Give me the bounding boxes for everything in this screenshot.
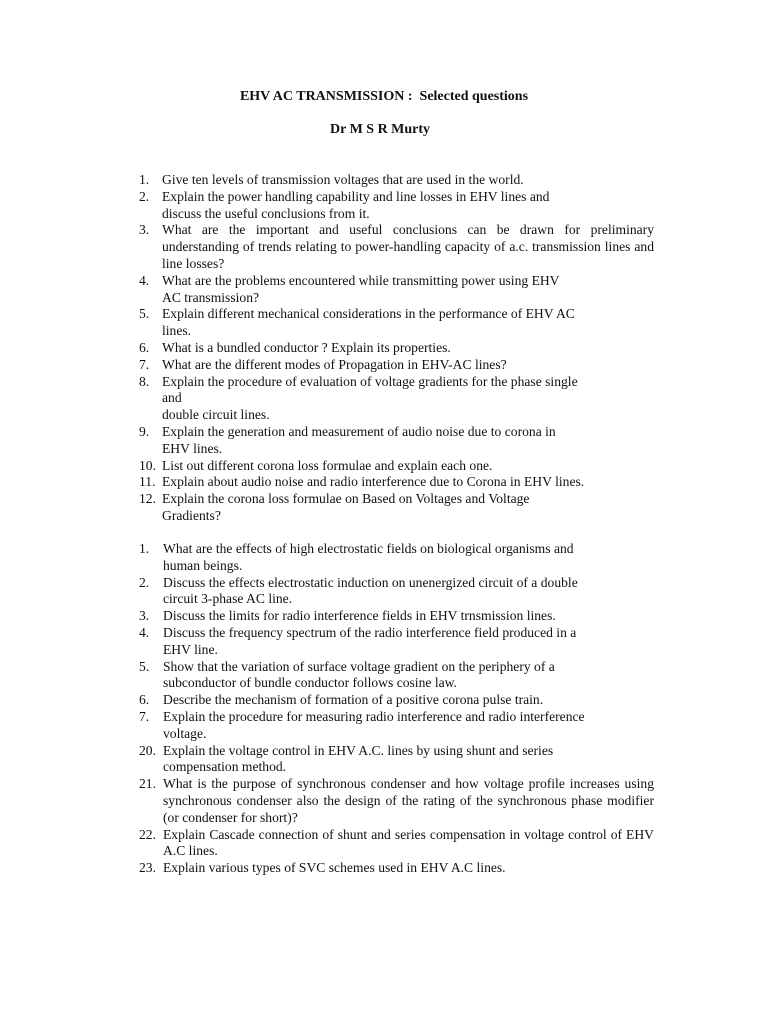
list-item (139, 743, 654, 777)
item-text: Explain the procedure for measuring radio interference and radio interference voltage. (163, 708, 585, 741)
list-item (139, 776, 654, 826)
item-number: 12. (139, 491, 156, 507)
question-list-2 (139, 541, 654, 877)
item-text: What are the problems encountered while transmitting power using EHV AC transmission? (162, 272, 560, 305)
list-item (139, 374, 654, 391)
item-text: Explain Cascade connection of shunt and series compensation in voltage control of EHV A.C lines. (163, 826, 654, 859)
item-text: Discuss the frequency spectrum of the radio interference field produced in a EHV line. (163, 624, 577, 657)
item-number: 4. (139, 624, 150, 640)
item-number: 10. (139, 457, 156, 473)
list-item (139, 692, 654, 709)
item-text: Discuss the effects electrostatic induction on unenergized circuit of a double circuit 3-phase AC line. (163, 574, 578, 607)
item-number: 5. (139, 306, 150, 322)
item-number: 2. (139, 574, 150, 590)
item-text: Explain the generation and measurement of audio noise due to corona in EHV lines. (162, 423, 556, 456)
item-text: Explain different mechanical considerations in the performance of EHV AC lines. (162, 306, 575, 339)
item-number: 1. (139, 172, 150, 187)
item-text: Give ten levels of transmission voltages that are used in the world. (162, 172, 524, 187)
item-number: 3. (139, 222, 150, 238)
document-title: EHV AC TRANSMISSION : Selected questions (239, 89, 529, 104)
list-item (139, 575, 654, 609)
item-number: 9. (139, 423, 150, 439)
list-item (139, 608, 654, 625)
list-item (139, 659, 654, 693)
list-item (139, 709, 654, 743)
item-text: Describe the mechanism of formation of a positive corona pulse train. (163, 692, 544, 708)
item-text: What is a bundled conductor ? Explain its properties. (162, 339, 451, 355)
list-item (139, 424, 654, 458)
list-item (139, 625, 654, 659)
item-text: and double circuit lines. (162, 390, 270, 423)
item-number: 6. (139, 339, 150, 355)
item-number: 2. (139, 188, 150, 204)
list-item (139, 357, 654, 374)
item-number: 6. (139, 692, 150, 708)
item-number: 22. (139, 826, 156, 842)
question-list-1 (139, 172, 654, 525)
item-number: 23. (139, 860, 156, 876)
list-item (139, 273, 654, 307)
list-item (139, 306, 654, 340)
item-text: What are the different modes of Propagation in EHV-AC lines? (162, 356, 507, 372)
list-item (139, 860, 654, 877)
item-text: Explain about audio noise and radio interference due to Corona in EHV lines. (162, 474, 585, 490)
list-item (139, 541, 654, 575)
item-number: 1. (139, 541, 150, 556)
item-number: 5. (139, 658, 150, 674)
item-text: Discuss the limits for radio interference fields in EHV trnsmission lines. (163, 608, 556, 624)
item-text: Explain the corona loss formulae on Based on Voltages and Voltage Gradients? (162, 491, 530, 523)
item-text: Explain the procedure of evaluation of voltage gradients for the phase single (162, 373, 578, 389)
list-item (139, 458, 654, 475)
list-item (139, 474, 654, 491)
item-number: 20. (139, 742, 156, 758)
item-number: 3. (139, 608, 150, 624)
item-text: Show that the variation of surface voltage gradient on the periphery of a subconductor of bundle conductor follows cosine law. (163, 658, 555, 691)
list-item (139, 222, 654, 272)
list-item (139, 172, 654, 189)
list-item (139, 340, 654, 357)
list-item (139, 189, 654, 223)
item-number: 7. (139, 356, 150, 372)
document-author: Dr M S R Murty (330, 122, 431, 137)
item-number: 7. (139, 708, 150, 724)
list-item-continuation (139, 390, 654, 424)
item-text: Explain various types of SVC schemes used in EHV A.C lines. (163, 860, 506, 876)
item-text: Explain the power handling capability and line losses in EHV lines and discuss the useful conclusions from it. (162, 188, 550, 221)
item-number: 11. (139, 474, 156, 490)
item-number: 21. (139, 776, 156, 792)
list-item (139, 827, 654, 861)
item-number: 4. (139, 272, 150, 288)
item-text: Explain the voltage control in EHV A.C. lines by using shunt and series compensation method. (163, 742, 554, 775)
item-text: What are the important and useful conclusions can be drawn for preliminary understanding of trends relating to power-handling capacity of a.c. transmission lines and line losses? (162, 222, 654, 271)
item-text: What is the purpose of synchronous condenser and how voltage profile increases using synchronous condenser also the design of the rating of the synchronous phase modifier (or condenser for short)? (163, 776, 654, 825)
item-text: List out different corona loss formulae and explain each one. (162, 457, 493, 473)
list-item (139, 491, 654, 525)
item-text: What are the effects of high electrostatic fields on biological organisms and human beings. (163, 541, 574, 573)
item-number: 8. (139, 373, 150, 389)
